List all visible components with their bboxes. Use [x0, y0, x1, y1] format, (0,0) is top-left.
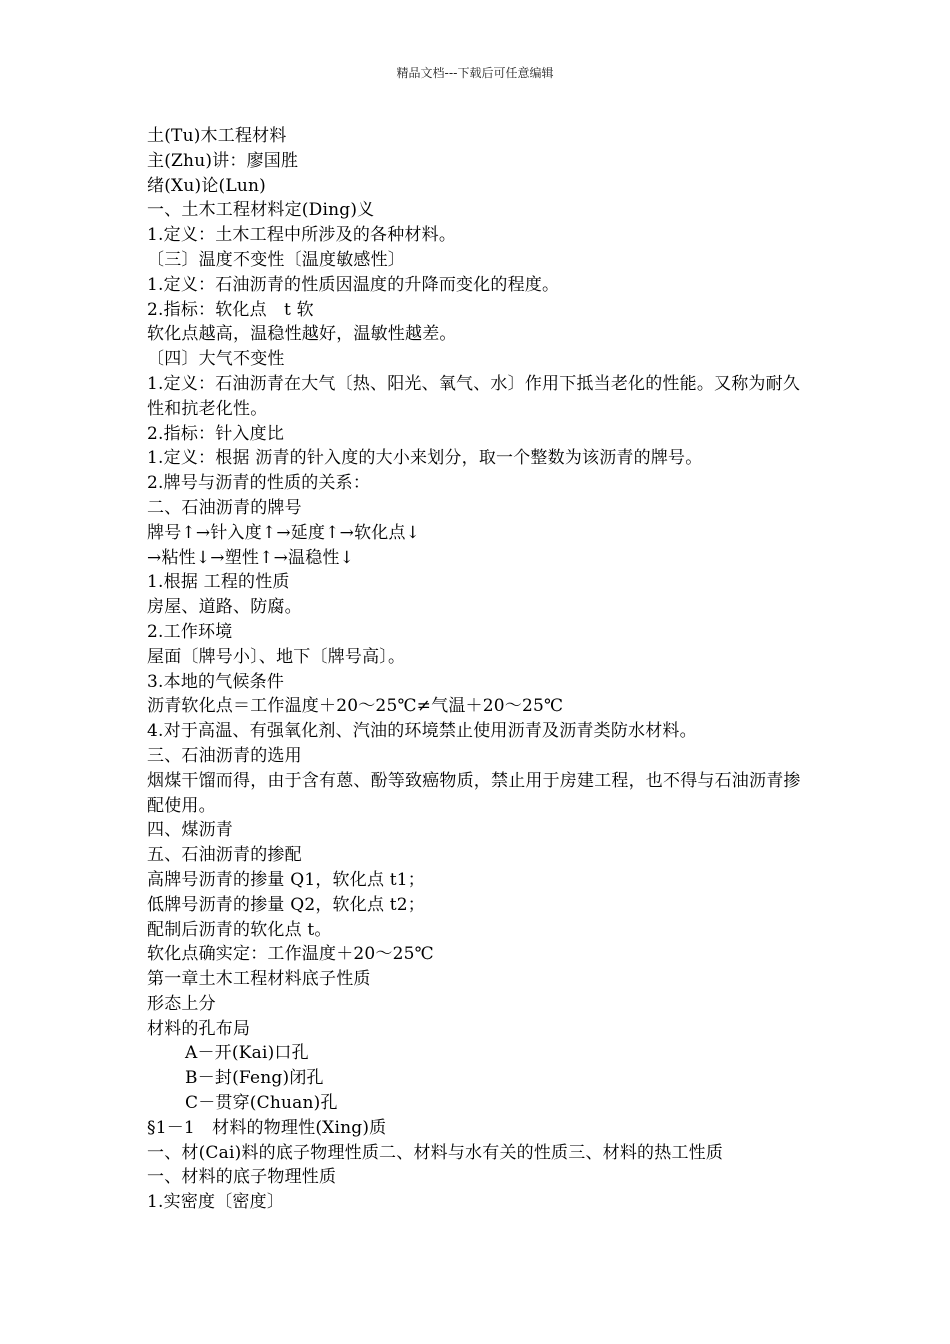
page-header: 精品文档---下载后可任意编辑 — [396, 66, 554, 80]
text-line: 2.工作环境 — [147, 621, 233, 642]
text-line: 绪(Xu)论(Lun) — [147, 175, 266, 196]
text-line: 形态上分 — [147, 993, 216, 1014]
text-line: 4.对于高温、有强氧化剂、汽油的环境禁止使用沥青及沥青类防水材料。 — [147, 721, 697, 742]
text-line: 高牌号沥青的掺量 Q1，软化点 t1； — [147, 869, 426, 890]
text-line: 房屋、道路、防腐。 — [147, 597, 302, 618]
text-line: A－开(Kai)口孔 — [185, 1043, 309, 1064]
text-line: 软化点确实定：工作温度＋20～25℃ — [147, 944, 434, 965]
text-line: 1.定义：根据 沥青的针入度的大小来划分，取一个整数为该沥青的牌号。 — [147, 448, 703, 469]
text-line: 五、石油沥青的掺配 — [147, 845, 302, 866]
text-line: 一、材(Cai)料的底子物理性质二、材料与水有关的性质三、材料的热工性质 — [147, 1142, 724, 1163]
text-line: 牌号↑→针入度↑→延度↑→软化点↓ — [147, 522, 421, 543]
text-line: 土(Tu)木工程材料 — [147, 126, 287, 146]
text-line: 2.指标：针入度比 — [147, 423, 285, 444]
text-line: 配制后沥青的软化点 t。 — [147, 919, 332, 940]
text-line: 一、材料的底子物理性质 — [147, 1167, 337, 1188]
text-line: 1.定义：石油沥青在大气〔热、阳光、氧气、水〕作用下抵当老化的性能。又称为耐久性和抗老化性。 — [147, 373, 801, 419]
text-line: 2.指标：软化点 t 软 — [147, 299, 314, 320]
text-line: 2.牌号与沥青的性质的关系： — [147, 473, 371, 494]
text-line: 屋面〔牌号小〕、地下〔牌号高〕。 — [147, 646, 406, 667]
text-line: 〔四〕大气不变性 — [147, 349, 285, 370]
text-line: C－贯穿(Chuan)孔 — [185, 1093, 338, 1114]
text-line: 第一章土木工程材料底子性质 — [147, 969, 371, 990]
text-line: 软化点越高，温稳性越好，温敏性越差。 — [147, 324, 457, 345]
text-line: 3.本地的气候条件 — [147, 671, 285, 692]
text-line: 1.定义：石油沥青的性质因温度的升降而变化的程度。 — [147, 274, 560, 295]
document-body — [147, 124, 812, 1215]
text-line: 主(Zhu)讲：廖国胜 — [147, 150, 299, 171]
text-line: B－封(Feng)闭孔 — [185, 1068, 324, 1089]
text-line: 1.根据 工程的性质 — [147, 572, 290, 593]
text-line: 材料的孔布局 — [147, 1018, 251, 1039]
text-line: 一、土木工程材料定(Ding)义 — [147, 200, 375, 221]
text-line: 沥青软化点＝工作温度＋20～25℃≠气温＋20～25℃ — [147, 696, 564, 717]
text-line: 〔三〕温度不变性〔温度敏感性〕 — [147, 249, 405, 270]
text-line: 1.定义：土木工程中所涉及的各种材料。 — [147, 225, 457, 246]
text-line: →粘性↓→塑性↑→温稳性↓ — [147, 547, 355, 568]
text-line: 低牌号沥青的掺量 Q2，软化点 t2； — [147, 894, 426, 915]
text-line: §1－1 材料的物理性(Xing)质 — [147, 1117, 387, 1138]
text-line: 三、石油沥青的选用 — [147, 745, 302, 766]
text-line: 二、石油沥青的牌号 — [147, 497, 302, 518]
text-line: 四、煤沥青 — [147, 820, 233, 841]
text-line: 1.实密度〔密度〕 — [147, 1192, 285, 1213]
text-line: 烟煤干馏而得，由于含有蒽、酚等致癌物质，禁止用于房建工程，也不得与石油沥青掺配使用。 — [147, 770, 801, 816]
